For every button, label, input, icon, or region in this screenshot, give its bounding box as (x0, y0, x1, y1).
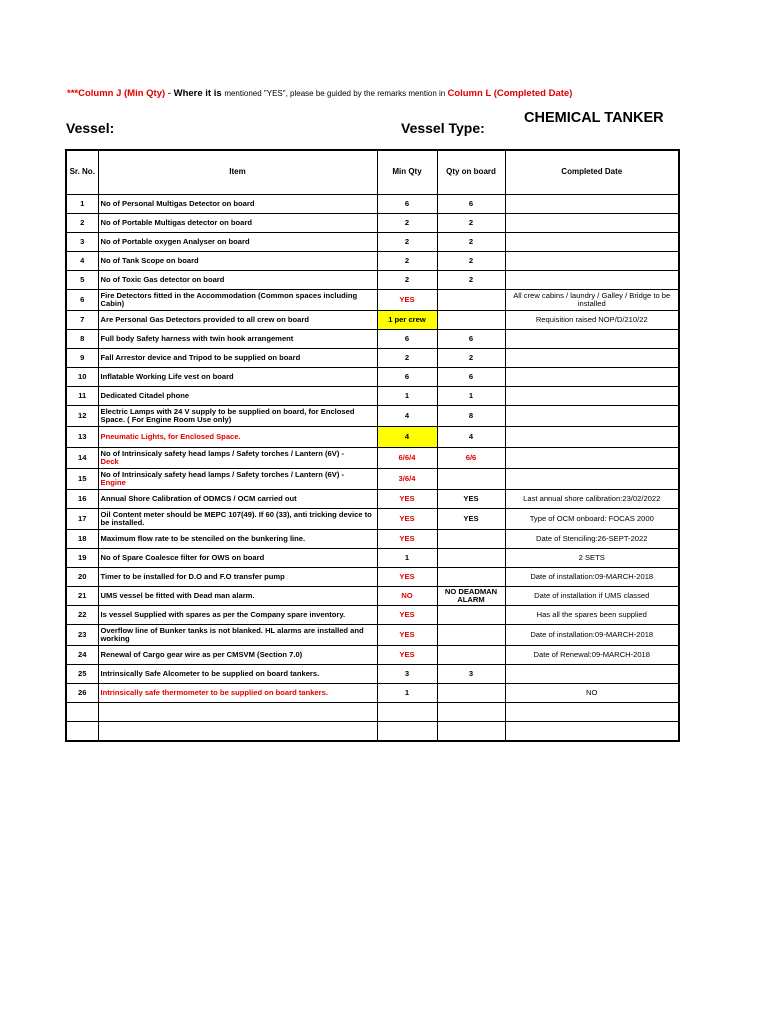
cell-completed-date: 2 SETS (505, 549, 679, 568)
item-text: No of Intrinsicaly safety head lamps / Safety torches / Lantern (6V) - (100, 448, 344, 458)
cell-item (98, 530, 377, 549)
cell-min-qty: YES (377, 290, 437, 311)
item-text: No of Portable oxygen Analyser on board (100, 236, 250, 246)
item-text: Fire Detectors fitted in the Accommodation (Common spaces including Cabin) (100, 290, 358, 308)
item-text: No of Tank Scope on board (100, 255, 199, 265)
cell-min-qty (377, 703, 437, 722)
cell-min-qty: 3 (377, 665, 437, 684)
cell-completed-date: Date of installation:09-MARCH-2018 (505, 625, 679, 646)
cell-item (98, 311, 377, 330)
cell-item (98, 387, 377, 406)
cell-completed-date (505, 252, 679, 271)
cell-item (98, 703, 377, 722)
vessel-label: Vessel: (66, 120, 115, 136)
item-text: No of Toxic Gas detector on board (100, 274, 225, 284)
vessel-type-label: Vessel Type: (401, 120, 485, 136)
cell-sr-no: 16 (66, 490, 98, 509)
cell-sr-no: 12 (66, 406, 98, 427)
table-row (66, 195, 679, 214)
table-row (66, 311, 679, 330)
cell-min-qty: 6 (377, 195, 437, 214)
table-row (66, 703, 679, 722)
cell-min-qty: 2 (377, 252, 437, 271)
cell-completed-date (505, 387, 679, 406)
cell-sr-no: 22 (66, 606, 98, 625)
item-text: Are Personal Gas Detectors provided to all crew on board (100, 314, 309, 324)
cell-completed-date: Last annual shore calibration:23/02/2022 (505, 490, 679, 509)
cell-qty-on-board: 4 (437, 427, 505, 448)
table-body (66, 195, 679, 742)
cell-item (98, 368, 377, 387)
cell-item (98, 568, 377, 587)
cell-item (98, 490, 377, 509)
cell-sr-no: 2 (66, 214, 98, 233)
cell-qty-on-board (437, 646, 505, 665)
cell-qty-on-board (437, 311, 505, 330)
cell-item (98, 290, 377, 311)
cell-sr-no: 7 (66, 311, 98, 330)
cell-sr-no: 3 (66, 233, 98, 252)
table-row (66, 509, 679, 530)
cell-sr-no: 20 (66, 568, 98, 587)
item-text: Inflatable Working Life vest on board (100, 371, 234, 381)
table-row (66, 271, 679, 290)
item-text: Electric Lamps with 24 V supply to be supplied on board, for Enclosed Space. ( For Engine Room Use only) (100, 406, 355, 424)
table-row (66, 214, 679, 233)
cell-item (98, 722, 377, 742)
cell-sr-no: 10 (66, 368, 98, 387)
cell-min-qty: 2 (377, 271, 437, 290)
cell-min-qty: 1 (377, 684, 437, 703)
header-qty-on-board: Qty on board (437, 150, 505, 195)
cell-qty-on-board (437, 568, 505, 587)
item-text: Timer to be installed for D.O and F.O transfer pump (100, 571, 285, 581)
item-text: No of Intrinsicaly safety head lamps / Safety torches / Lantern (6V) - (100, 469, 344, 479)
header-min-qty: Min Qty (377, 150, 437, 195)
item-text: UMS vessel be fitted with Dead man alarm. (100, 590, 255, 600)
item-text: Full body Safety harness with twin hook arrangement (100, 333, 294, 343)
cell-qty-on-board: YES (437, 509, 505, 530)
table-row (66, 568, 679, 587)
item-text: Oil Content meter should be MEPC 107(49). If 60 (33), anti tricking device to be installed. (100, 509, 372, 527)
cell-item (98, 271, 377, 290)
cell-item (98, 606, 377, 625)
cell-min-qty: 1 (377, 549, 437, 568)
cell-item (98, 469, 377, 490)
table-header-row (66, 150, 679, 195)
item-text: Is vessel Supplied with spares as per the Company spare inventory. (100, 609, 346, 619)
cell-completed-date: Date of Stenciling:26-SEPT-2022 (505, 530, 679, 549)
cell-completed-date (505, 330, 679, 349)
cell-item (98, 587, 377, 606)
cell-sr-no: 15 (66, 469, 98, 490)
table-row (66, 587, 679, 606)
table-row (66, 549, 679, 568)
cell-qty-on-board (437, 722, 505, 742)
header-sr-no: Sr. No. (66, 150, 98, 195)
cell-sr-no: 17 (66, 509, 98, 530)
cell-item (98, 665, 377, 684)
cell-sr-no (66, 703, 98, 722)
item-text: Overflow line of Bunker tanks is not blanked. HL alarms are installed and working (100, 625, 364, 643)
cell-qty-on-board: 6 (437, 368, 505, 387)
cell-completed-date: All crew cabins / laundry / Galley / Bridge to be installed (505, 290, 679, 311)
cell-min-qty: YES (377, 625, 437, 646)
cell-completed-date (505, 368, 679, 387)
note-mentioned: mentioned "YES", please be guided by the remarks mention in (224, 89, 448, 98)
cell-item (98, 549, 377, 568)
cell-qty-on-board: 6 (437, 330, 505, 349)
cell-item (98, 427, 377, 448)
item-text: Fall Arrestor device and Tripod to be supplied on board (100, 352, 301, 362)
cell-qty-on-board (437, 469, 505, 490)
table-row (66, 665, 679, 684)
header-item: Item (98, 150, 377, 195)
item-text: Renewal of Cargo gear wire as per CMSVM (Section 7.0) (100, 649, 303, 659)
item-text: Maximum flow rate to be stenciled on the bunkering line. (100, 533, 306, 543)
cell-item (98, 330, 377, 349)
table-row (66, 490, 679, 509)
cell-sr-no: 4 (66, 252, 98, 271)
cell-qty-on-board: 6/6 (437, 448, 505, 469)
cell-item (98, 406, 377, 427)
header-completed-date: Completed Date (505, 150, 679, 195)
cell-completed-date (505, 722, 679, 742)
cell-completed-date: Requisition raised NOP/D/210/22 (505, 311, 679, 330)
cell-item (98, 214, 377, 233)
cell-qty-on-board: 2 (437, 271, 505, 290)
cell-completed-date (505, 195, 679, 214)
cell-qty-on-board: 2 (437, 349, 505, 368)
table-row (66, 448, 679, 469)
cell-min-qty: 6 (377, 330, 437, 349)
cell-completed-date (505, 427, 679, 448)
cell-sr-no: 24 (66, 646, 98, 665)
item-text: Dedicated Citadel phone (100, 390, 190, 400)
cell-min-qty: 1 (377, 387, 437, 406)
cell-qty-on-board: NO DEADMAN ALARM (437, 587, 505, 606)
cell-min-qty: YES (377, 606, 437, 625)
cell-sr-no: 11 (66, 387, 98, 406)
cell-sr-no: 19 (66, 549, 98, 568)
item-location: Deck (100, 457, 119, 466)
table-row (66, 646, 679, 665)
item-location: Engine (100, 478, 126, 487)
cell-qty-on-board (437, 549, 505, 568)
table-row (66, 722, 679, 742)
item-text: No of Spare Coalesce filter for OWS on board (100, 552, 265, 562)
cell-sr-no: 21 (66, 587, 98, 606)
cell-completed-date (505, 665, 679, 684)
cell-sr-no: 6 (66, 290, 98, 311)
table-row (66, 290, 679, 311)
cell-completed-date (505, 233, 679, 252)
cell-min-qty: 4 (377, 427, 437, 448)
cell-qty-on-board: 1 (437, 387, 505, 406)
cell-completed-date (505, 214, 679, 233)
cell-min-qty: 2 (377, 233, 437, 252)
cell-qty-on-board (437, 625, 505, 646)
cell-min-qty: YES (377, 568, 437, 587)
checklist-table (65, 149, 680, 742)
cell-item (98, 646, 377, 665)
cell-completed-date: Has all the spares been supplied (505, 606, 679, 625)
table-row (66, 349, 679, 368)
cell-qty-on-board (437, 530, 505, 549)
cell-min-qty: 3/6/4 (377, 469, 437, 490)
cell-completed-date (505, 448, 679, 469)
cell-completed-date: Date of Renewal:09-MARCH-2018 (505, 646, 679, 665)
item-text: Annual Shore Calibration of ODMCS / OCM carried out (100, 493, 297, 503)
cell-sr-no: 14 (66, 448, 98, 469)
cell-qty-on-board: 2 (437, 233, 505, 252)
note-where: Where it is (173, 88, 225, 99)
cell-min-qty: 2 (377, 214, 437, 233)
cell-item (98, 625, 377, 646)
cell-completed-date: Date of installation:09-MARCH-2018 (505, 568, 679, 587)
table-row (66, 252, 679, 271)
cell-qty-on-board (437, 606, 505, 625)
item-text: No of Portable Multigas detector on board (100, 217, 252, 227)
item-text: Pneumatic Lights, for Enclosed Space. (100, 431, 241, 441)
cell-completed-date (505, 406, 679, 427)
cell-sr-no: 8 (66, 330, 98, 349)
table-row (66, 387, 679, 406)
cell-qty-on-board (437, 703, 505, 722)
table-row (66, 368, 679, 387)
cell-item (98, 252, 377, 271)
cell-min-qty: 6/6/4 (377, 448, 437, 469)
cell-sr-no: 18 (66, 530, 98, 549)
instruction-note (67, 88, 572, 99)
table-row (66, 233, 679, 252)
cell-sr-no (66, 722, 98, 742)
table-row (66, 406, 679, 427)
cell-item (98, 233, 377, 252)
cell-completed-date: Date of installation if UMS classed (505, 587, 679, 606)
cell-item (98, 195, 377, 214)
cell-min-qty: 6 (377, 368, 437, 387)
cell-qty-on-board (437, 290, 505, 311)
cell-completed-date (505, 469, 679, 490)
note-column-l: Column L (Completed Date) (447, 88, 573, 99)
item-text: Intrinsically Safe Alcometer to be supplied on board tankers. (100, 668, 320, 678)
table-row (66, 530, 679, 549)
cell-min-qty (377, 722, 437, 742)
cell-item (98, 684, 377, 703)
cell-qty-on-board: 3 (437, 665, 505, 684)
cell-sr-no: 25 (66, 665, 98, 684)
item-text: No of Personal Multigas Detector on board (100, 198, 255, 208)
table-row (66, 684, 679, 703)
cell-qty-on-board: YES (437, 490, 505, 509)
cell-min-qty: YES (377, 530, 437, 549)
table-row (66, 606, 679, 625)
cell-sr-no: 13 (66, 427, 98, 448)
note-column-j: ***Column J (Min Qty) - (67, 88, 174, 99)
cell-sr-no: 23 (66, 625, 98, 646)
cell-completed-date (505, 349, 679, 368)
cell-item (98, 448, 377, 469)
cell-min-qty: YES (377, 646, 437, 665)
cell-sr-no: 5 (66, 271, 98, 290)
cell-min-qty: NO (377, 587, 437, 606)
cell-min-qty: 1 per crew (377, 311, 437, 330)
table-row (66, 625, 679, 646)
cell-completed-date: NO (505, 684, 679, 703)
cell-min-qty: YES (377, 509, 437, 530)
cell-sr-no: 1 (66, 195, 98, 214)
table-row (66, 427, 679, 448)
cell-completed-date (505, 271, 679, 290)
vessel-type-value: CHEMICAL TANKER (524, 110, 664, 126)
cell-sr-no: 26 (66, 684, 98, 703)
cell-completed-date: Type of OCM onboard: FOCAS 2000 (505, 509, 679, 530)
cell-min-qty: YES (377, 490, 437, 509)
cell-qty-on-board: 2 (437, 214, 505, 233)
cell-qty-on-board: 8 (437, 406, 505, 427)
cell-sr-no: 9 (66, 349, 98, 368)
cell-item (98, 349, 377, 368)
cell-item (98, 509, 377, 530)
cell-qty-on-board: 6 (437, 195, 505, 214)
table-row (66, 330, 679, 349)
cell-qty-on-board: 2 (437, 252, 505, 271)
cell-completed-date (505, 703, 679, 722)
table-row (66, 469, 679, 490)
cell-qty-on-board (437, 684, 505, 703)
cell-min-qty: 2 (377, 349, 437, 368)
item-text: Intrinsically safe thermometer to be supplied on board tankers. (100, 687, 328, 697)
cell-min-qty: 4 (377, 406, 437, 427)
